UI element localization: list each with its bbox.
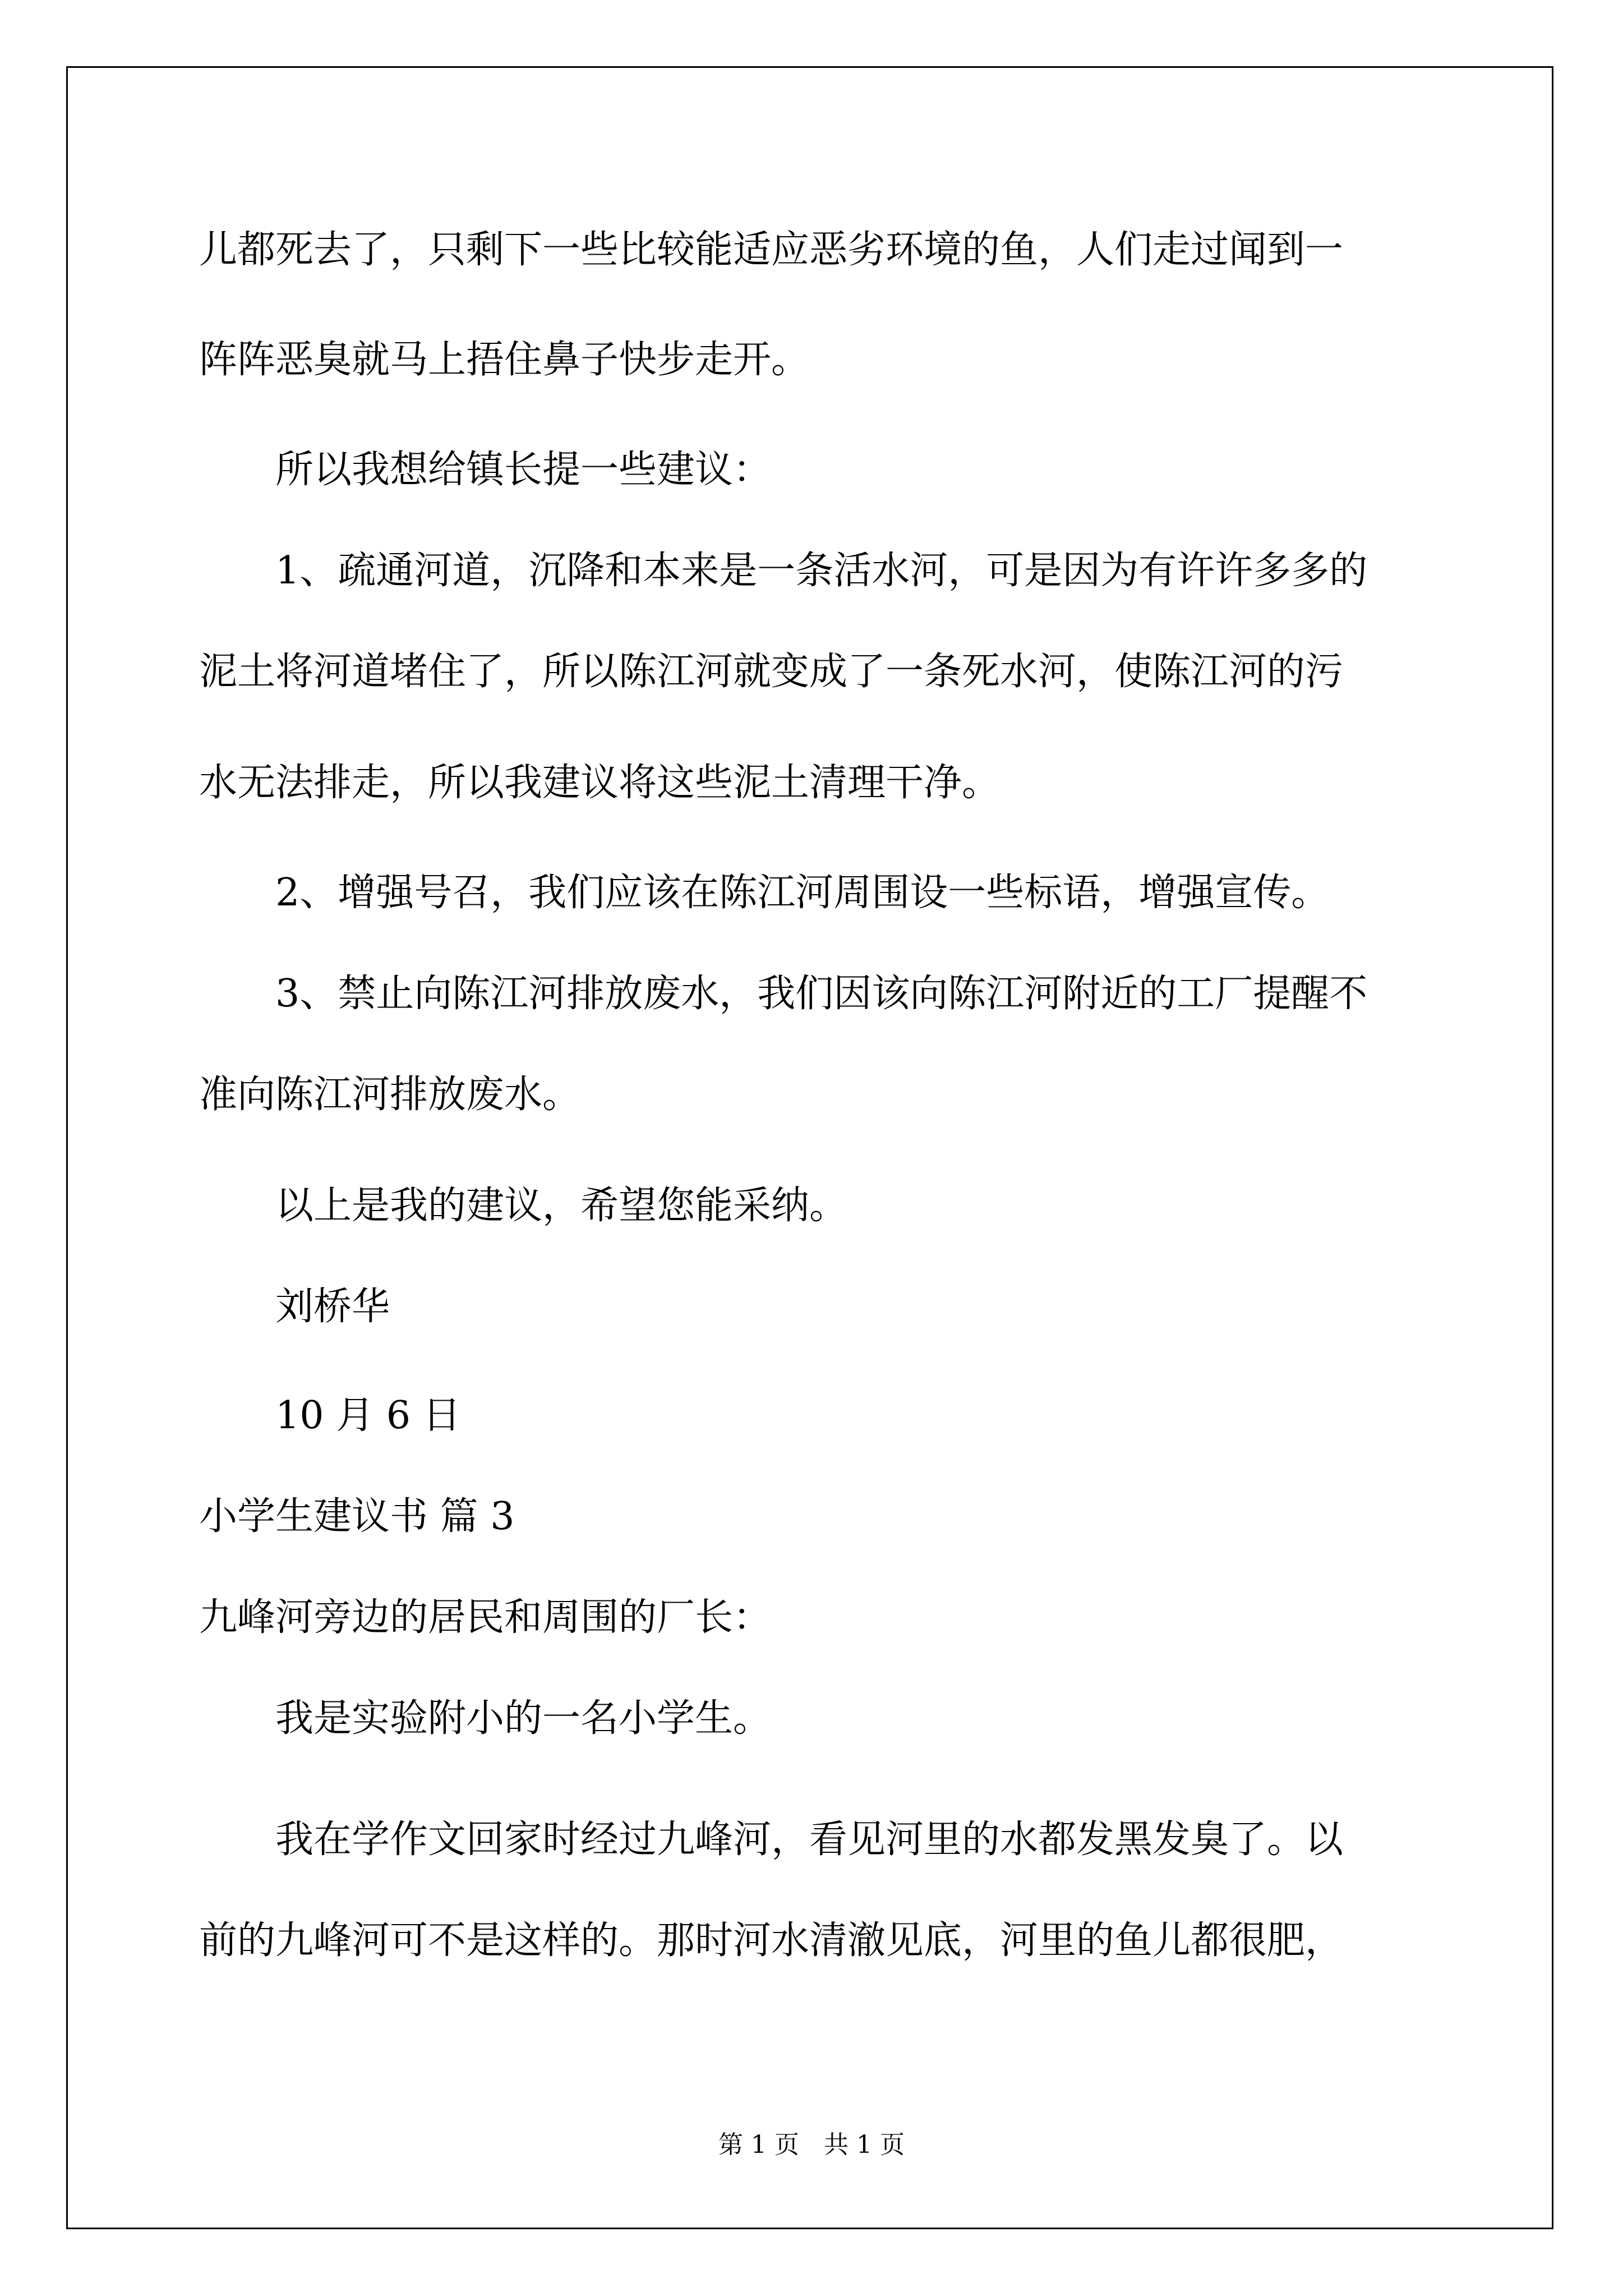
salutation: 九峰河旁边的居民和周围的厂长： bbox=[199, 1595, 772, 1640]
text-line: 我在学作文回家时经过九峰河，看见河里的水都发黑发臭了。以 bbox=[199, 1818, 1344, 1862]
page-border bbox=[66, 66, 1553, 2229]
text-line: 以上是我的建议，希望您能采纳。 bbox=[199, 1184, 848, 1228]
signature-name: 刘桥华 bbox=[199, 1285, 390, 1329]
text-line: 前的九峰河可不是这样的。那时河水清澈见底，河里的鱼儿都很肥， bbox=[199, 1918, 1344, 1963]
text-line: 泥土将河道堵住了，所以陈江河就变成了一条死水河，使陈江河的污 bbox=[199, 650, 1344, 694]
signature-date: 10 月 6 日 bbox=[199, 1393, 461, 1438]
text-line: 2、增强号召，我们应该在陈江河周围设一些标语，增强宣传。 bbox=[199, 871, 1330, 915]
text-line: 儿都死去了，只剩下一些比较能适应恶劣环境的鱼，人们走过闻到一 bbox=[199, 228, 1344, 272]
text-line: 阵阵恶臭就马上捂住鼻子快步走开。 bbox=[199, 338, 810, 382]
text-line: 水无法排走，所以我建议将这些泥土清理干净。 bbox=[199, 761, 1000, 805]
text-line: 所以我想给镇长提一些建议： bbox=[199, 448, 772, 492]
text-line: 我是实验附小的一名小学生。 bbox=[199, 1696, 772, 1741]
text-line: 准向陈江河排放废水。 bbox=[199, 1073, 581, 1117]
text-line: 3、禁止向陈江河排放废水，我们因该向陈江河附近的工厂提醒不 bbox=[199, 972, 1368, 1016]
page-number-footer: 第 1 页 共 1 页 bbox=[718, 2131, 905, 2159]
text-line: 1、疏通河道，沉降和本来是一条活水河，可是因为有许许多多的 bbox=[199, 549, 1368, 593]
section-heading: 小学生建议书 篇 3 bbox=[199, 1494, 515, 1539]
